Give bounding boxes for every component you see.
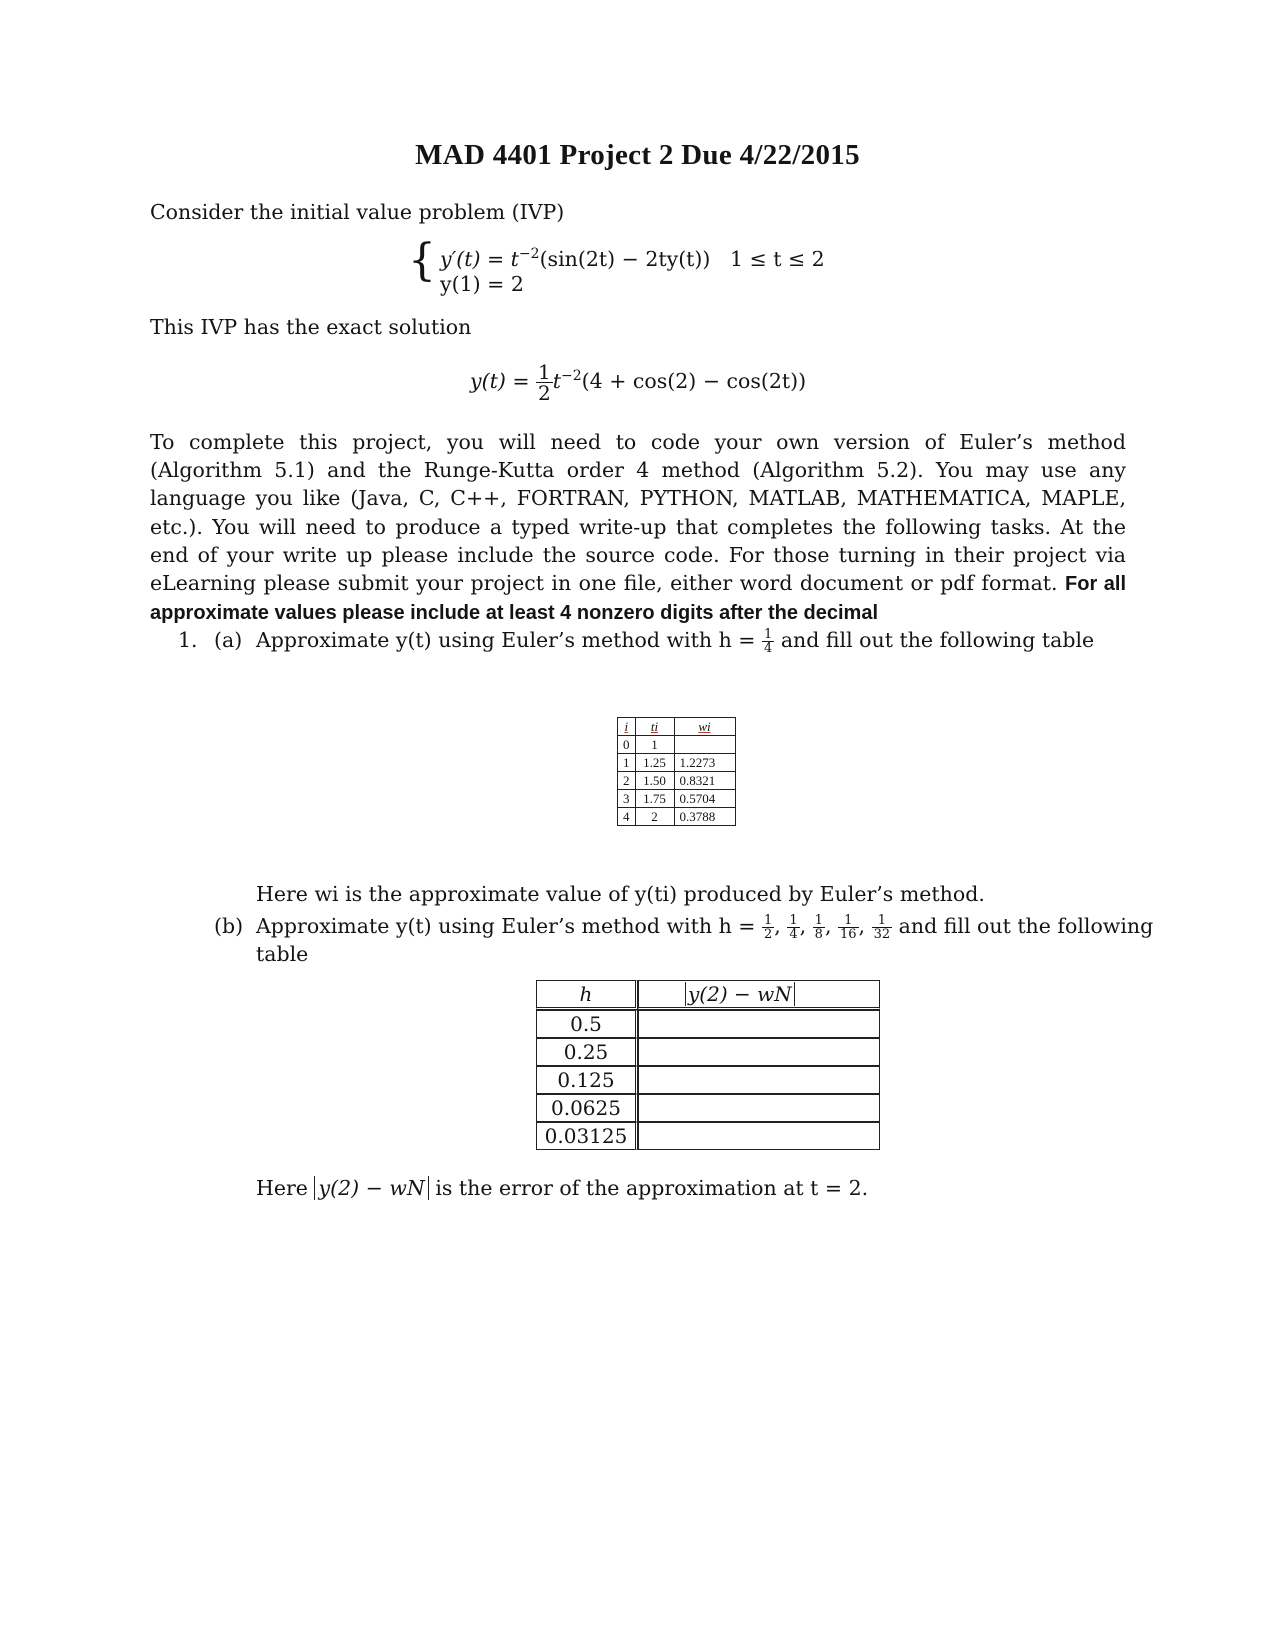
intro-text: Consider the initial value problem (IVP) — [150, 200, 565, 224]
table-row: 0.0625 — [536, 1094, 880, 1122]
ivp-equation: $y'(t) = t^{-2}(\sin(2t) - 2ty(t))$ 1 ≤ t ≤ 2 — [440, 246, 825, 271]
exact-solution: y(t) = $\frac{1}{2}$ $t^{-2}(4 + \cos(2) - \cos(2t))$ — [470, 359, 807, 405]
error-table — [536, 980, 880, 1150]
instructions-bold: For all approximate values please include at least 4 nonzero digits after the decimal — [150, 573, 1126, 625]
col-error: y(2) − wN — [638, 980, 880, 1010]
col-h: h — [536, 980, 638, 1010]
table-row: 2 1.50 0.8321 — [618, 772, 736, 790]
table-row: 1 1.25 1.2273 — [618, 754, 736, 772]
col-ti: ti — [635, 718, 674, 736]
col-i: i — [618, 718, 636, 736]
table-row: 3 1.75 0.5704 — [618, 790, 736, 808]
abs-error-expression: y(2) − wN — [314, 1176, 428, 1200]
part-b-note: Here y(2) − wN is the error of the approximation at t = 2. — [256, 1176, 869, 1200]
table-row: 0.125 — [536, 1066, 880, 1094]
table-row: 4 2 0.3788 — [618, 808, 736, 826]
ivp-domain: 1 ≤ t ≤ 2 — [729, 246, 825, 271]
ivp-initial-condition: y(1) = 2 — [440, 272, 524, 296]
part-a-label: (a) — [214, 628, 243, 652]
part-b-text-cont: table — [256, 942, 309, 966]
exact-intro: This IVP has the exact solution — [150, 315, 472, 339]
instructions-paragraph: To complete this project, you will need to code your own version of Euler’s method (Algorithm 5.1) and the Runge-Kutta order 4 method (Algorithm 5.2). You may use any language you like (Java, C, C++, FORTRAN, PYTHON, MATLAB, MATHEMATICA, MAPLE, etc.). You will need to produce a typed write-up that completes the following tasks. At the end of your write up please include the source code. For those turning in their project via eLearning please submit your project in one file, either word document or pdf format. For all approximate values please include at least 4 nonzero digits after the decimal — [150, 430, 1126, 625]
col-wi: wi — [674, 718, 735, 736]
part-b-text: Approximate y(t) using Euler’s method with h = $\frac{1}{2}$ , $\frac{1}{4}$ , $\frac{1}{8}$ , $\frac{1}{16}$ , $\frac{1}{32}$ and fill out the following — [256, 913, 1154, 942]
system-brace: { — [408, 235, 436, 286]
item-number: 1. — [178, 628, 198, 652]
table-row: 0.25 — [536, 1038, 880, 1066]
table-row: 0.5 — [536, 1010, 880, 1038]
part-b-label: (b) — [214, 914, 244, 938]
page-title: MAD 4401 Project 2 Due 4/22/2015 — [415, 139, 860, 171]
euler-table — [617, 717, 736, 826]
table-row: 0 1 — [618, 736, 736, 754]
part-a-note: Here wi is the approximate value of y(ti) produced by Euler’s method. — [256, 882, 985, 906]
table-row: 0.03125 — [536, 1122, 880, 1150]
part-a-text: Approximate y(t) using Euler’s method with h = $\frac{1}{4}$ and fill out the following table — [256, 627, 1095, 656]
